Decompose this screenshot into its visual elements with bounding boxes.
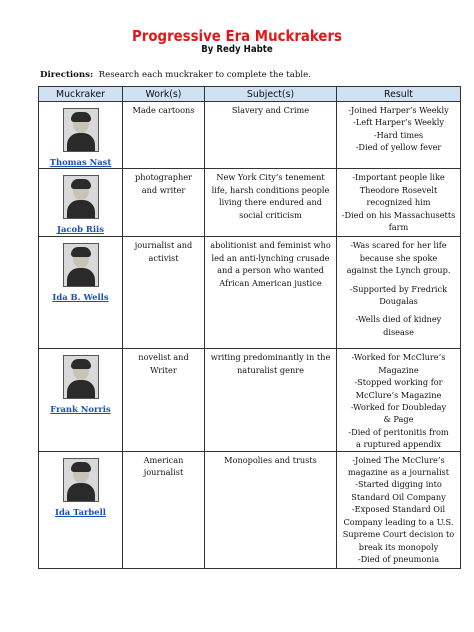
table-row (39, 237, 461, 349)
works-cell (123, 102, 205, 169)
muckraker-name-link[interactable]: Ida B. Wells (52, 292, 109, 303)
muckraker-cell (39, 102, 123, 169)
portrait-photo (63, 458, 99, 502)
directions-label: Directions: (40, 70, 94, 80)
result-text: Company leading to a U.S. (343, 516, 454, 527)
subjects-cell (205, 237, 337, 349)
table-header-row (39, 87, 461, 102)
result-cell (337, 349, 461, 451)
result-text: -Hard times (373, 129, 424, 140)
subjects-cell (205, 451, 337, 568)
header-muckraker: Muckraker (39, 87, 123, 102)
muckraker-name-link[interactable]: Frank Norris (50, 404, 111, 415)
result-text: -Worked for Doubleday (350, 402, 447, 413)
result-text: magazine as a journalist (347, 467, 450, 478)
result-text: -Joined Harper’s Weekly (348, 105, 449, 115)
works-text: American (143, 454, 184, 465)
result-text: -Died of pneumonia (357, 553, 440, 564)
table-row (39, 349, 461, 451)
works-text: novelist and (138, 352, 189, 363)
result-text: Supreme Court decision to (342, 529, 455, 540)
muckraker-cell (39, 237, 123, 349)
muckraker-cell (39, 169, 123, 237)
works-cell (123, 451, 205, 568)
result-cell (337, 237, 461, 349)
directions-text: Research each muckraker to complete the table. (98, 70, 311, 80)
table-row (39, 169, 461, 237)
result-text: -Died on his Massachusetts (341, 209, 456, 220)
subjects-text: living there endured and (219, 197, 322, 208)
directions (40, 70, 311, 80)
result-text: McClure’s Magazine (355, 389, 442, 400)
subjects-cell (205, 349, 337, 451)
works-cell (123, 349, 205, 451)
portrait-photo (63, 355, 99, 399)
author-byline: By Redy Habte (201, 44, 273, 55)
result-text: disease (383, 326, 414, 337)
result-text: Dougalas (379, 296, 418, 307)
result-text: recognized him (366, 197, 431, 208)
result-cell (337, 451, 461, 568)
works-text: Made cartoons (132, 105, 195, 115)
subjects-text: life, harsh conditions people (211, 184, 330, 195)
works-text: photographer (135, 172, 192, 183)
portrait-photo (63, 108, 99, 152)
table-row (39, 102, 461, 169)
result-text: Magazine (378, 364, 419, 375)
muckraker-cell (39, 451, 123, 568)
result-text: against the Lynch group. (346, 265, 451, 276)
subjects-text: New York City’s tenement (216, 172, 325, 183)
result-text: break its monopoly (358, 541, 439, 552)
works-text: activist (148, 252, 179, 263)
result-text: -Was scared for her life (350, 240, 447, 251)
result-text: Standard Oil Company (351, 491, 446, 502)
result-text: -Wells died of kidney (355, 314, 442, 325)
works-text: journalist (143, 467, 184, 478)
result-text: -Worked for McClure’s (351, 352, 446, 363)
result-text: because she spoke (359, 252, 438, 263)
muckraker-name-link[interactable]: Ida Tarbell (55, 506, 106, 517)
muckraker-name-link[interactable]: Jacob Riis (57, 224, 104, 235)
works-text: journalist and (134, 240, 193, 251)
subjects-text: writing predominantly in the (210, 352, 331, 363)
result-text: -Stopped working for (354, 377, 443, 388)
subjects-text: social criticism (239, 209, 302, 220)
result-text: -Started digging into (355, 479, 442, 490)
header-works: Work(s) (123, 87, 205, 102)
muckrakers-table (38, 86, 461, 569)
result-text: -Joined The McClure’s (352, 454, 445, 465)
muckraker-cell (39, 349, 123, 451)
result-text: a ruptured appendix (355, 439, 442, 450)
subjects-cell (205, 102, 337, 169)
works-text: and writer (141, 184, 186, 195)
result-text: Theodore Rosevelt (359, 184, 438, 195)
subjects-text: Monopolies and trusts (224, 454, 317, 465)
document-title: Progressive Era Muckrakers (132, 27, 342, 45)
portrait-photo (63, 175, 99, 219)
muckraker-name-link[interactable]: Thomas Nast (49, 157, 112, 167)
header-result: Result (337, 87, 461, 102)
works-text: Writer (150, 364, 177, 375)
result-text: -Important people like (352, 172, 445, 183)
result-text: -Left Harper’s Weekly (353, 117, 444, 128)
subjects-text: abolitionist and feminist who (210, 240, 331, 251)
subjects-text: and a person who wanted (217, 265, 324, 276)
works-cell (123, 237, 205, 349)
subjects-text: naturalist genre (237, 364, 304, 375)
result-text: & Page (383, 414, 414, 425)
result-text: -Exposed Standard Oil (351, 504, 446, 515)
result-text: -Died of peritonitis from (348, 426, 449, 437)
subjects-text: led an anti-lynching crusade (211, 252, 330, 263)
portrait-photo (63, 243, 99, 287)
table-row (39, 451, 461, 568)
result-text: -Supported by Fredrick (349, 283, 448, 294)
subjects-text: African American justice (219, 277, 322, 288)
result-cell (337, 169, 461, 237)
header-subjects: Subject(s) (205, 87, 337, 102)
result-text: -Died of yellow fever (355, 142, 442, 153)
subjects-cell (205, 169, 337, 237)
works-cell (123, 169, 205, 237)
result-text: farm (388, 222, 409, 233)
result-cell (337, 102, 461, 169)
subjects-text: Slavery and Crime (231, 105, 310, 115)
